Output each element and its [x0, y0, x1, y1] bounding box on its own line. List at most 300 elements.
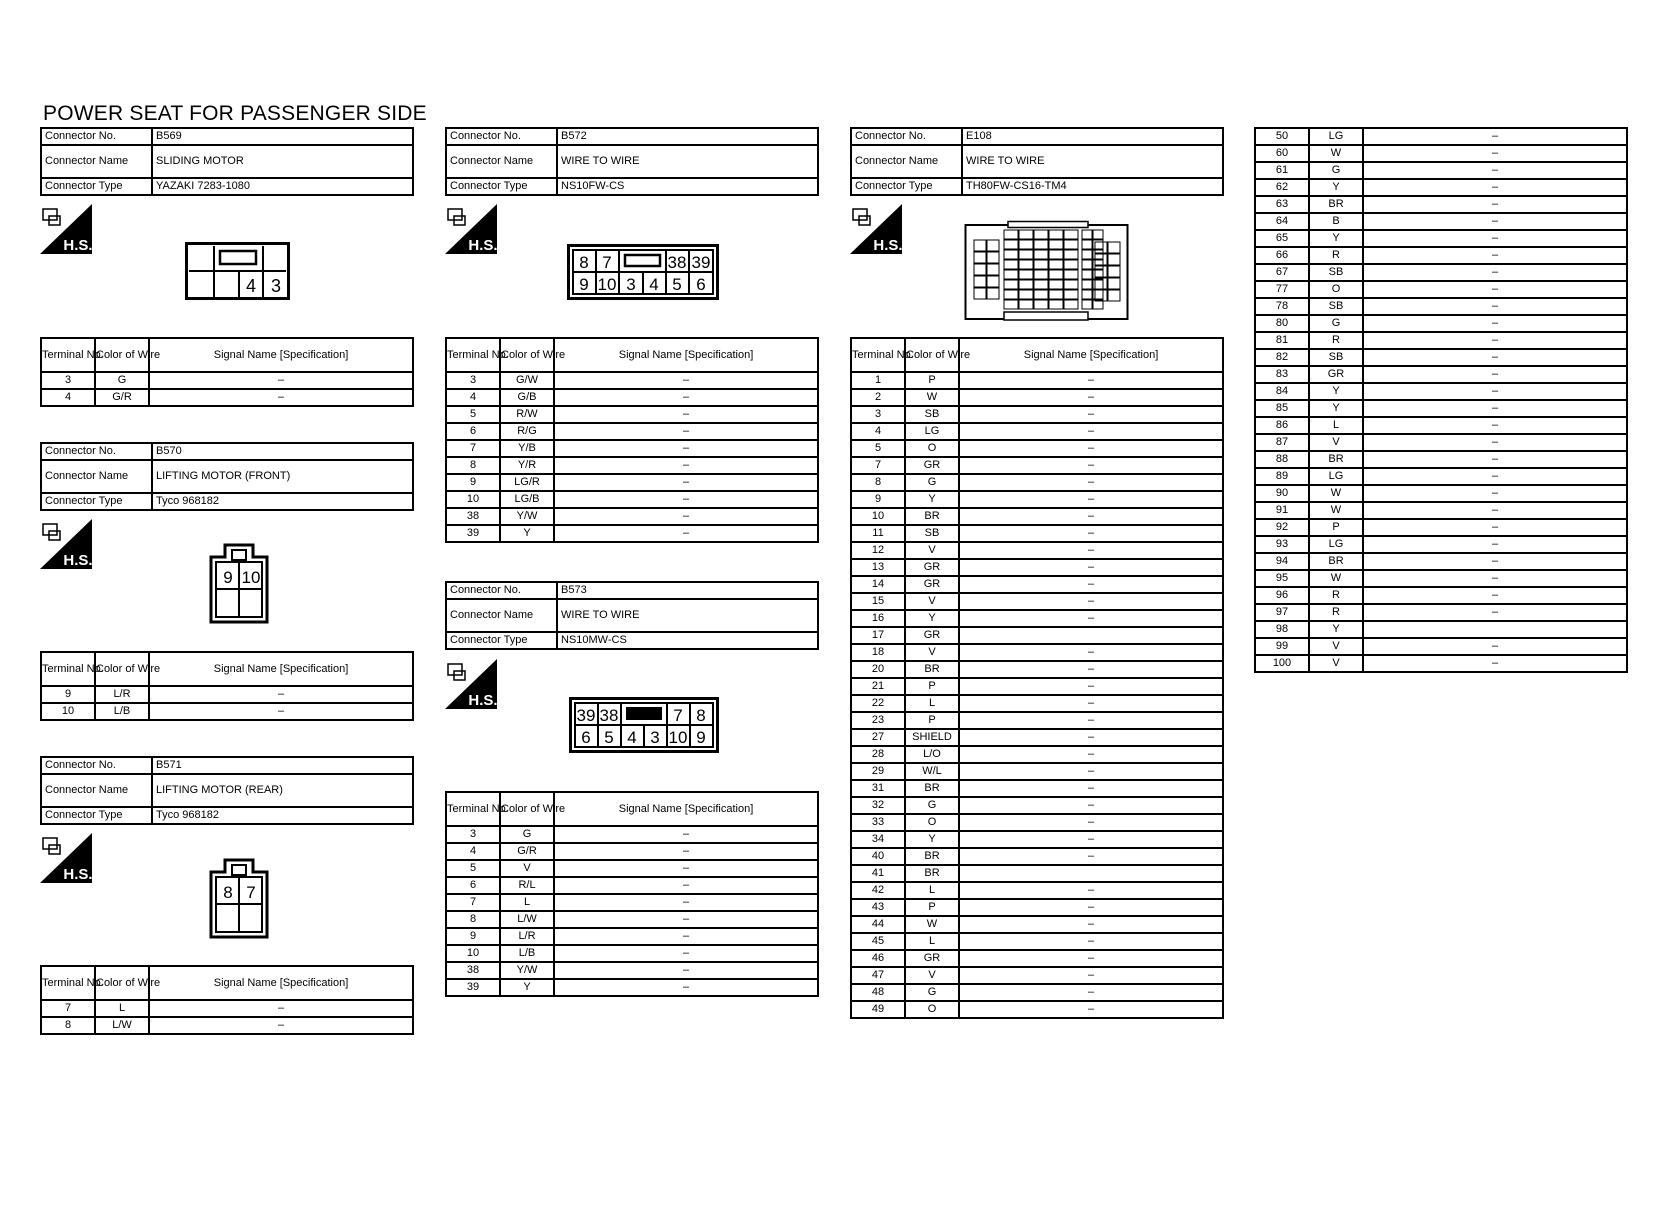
terminal-no-cell: 11 [851, 525, 905, 542]
terminal-no-cell: 80 [1255, 315, 1309, 332]
wire-color-cell: Y [1309, 230, 1363, 247]
signal-name-header: Signal Name [Specification] [959, 338, 1223, 372]
signal-name-cell: – [959, 610, 1223, 627]
signal-name-cell: – [1363, 519, 1627, 536]
table-row [1255, 332, 1627, 349]
signal-name-cell: – [959, 984, 1223, 1001]
signal-name-cell: – [1363, 553, 1627, 570]
connector-type-label: Connector Type [446, 178, 557, 195]
wire-color-cell: W [1309, 145, 1363, 162]
wire-color-cell: P [905, 899, 959, 916]
connector-no-label: Connector No. [41, 128, 152, 145]
terminal-no-cell: 93 [1255, 536, 1309, 553]
cavity [1034, 240, 1048, 249]
connector-type-label: Connector Type [446, 632, 557, 649]
wire-color-cell: R/G [500, 423, 554, 440]
table-row [851, 848, 1223, 865]
connector-name-label: Connector Name [41, 460, 152, 493]
terminal-no-cell: 38 [446, 962, 500, 979]
signal-name-cell: – [554, 423, 818, 440]
terminal-no-cell: 41 [851, 865, 905, 882]
signal-name-cell: – [1363, 451, 1627, 468]
cavity [1019, 280, 1033, 289]
terminal-no-cell: 99 [1255, 638, 1309, 655]
wire-color-cell: L [905, 882, 959, 899]
terminal-no-cell: 9 [446, 474, 500, 491]
terminal-no-cell: 48 [851, 984, 905, 1001]
table-row [41, 389, 413, 406]
connector-no-value: B570 [152, 443, 413, 460]
cavity [987, 288, 999, 299]
signal-name-cell: – [959, 695, 1223, 712]
wire-color-cell: W [1309, 570, 1363, 587]
table-row [1255, 570, 1627, 587]
wire-color-cell: G [905, 984, 959, 1001]
signal-name-cell: – [1363, 213, 1627, 230]
cavity [1019, 290, 1033, 299]
cavity [987, 276, 999, 287]
color-of-wire-header: Color of Wire [95, 966, 149, 1000]
table-row [1255, 162, 1627, 179]
terminal-no-cell: 15 [851, 593, 905, 610]
wire-color-cell: BR [905, 661, 959, 678]
wire-color-cell: GR [905, 950, 959, 967]
wire-color-cell: G/B [500, 389, 554, 406]
wire-color-cell: R [1309, 604, 1363, 621]
wire-color-cell: L/B [500, 945, 554, 962]
signal-name-cell: – [554, 843, 818, 860]
wire-color-cell: SB [1309, 298, 1363, 315]
terminal-no-header: Terminal No. [851, 338, 905, 372]
cavity [1064, 280, 1078, 289]
signal-name-cell: – [959, 678, 1223, 695]
table-row [851, 678, 1223, 695]
signal-name-cell: – [1363, 536, 1627, 553]
signal-name-cell: – [1363, 502, 1627, 519]
wire-color-cell: R/L [500, 877, 554, 894]
wire-color-cell: G [905, 474, 959, 491]
cavity [974, 276, 986, 287]
table-row [1255, 655, 1627, 672]
terminal-no-cell: 9 [41, 686, 95, 703]
color-of-wire-header: Color of Wire [95, 652, 149, 686]
cavity [1019, 240, 1033, 249]
connector-type-label: Connector Type [851, 178, 962, 195]
connector-no-label: Connector No. [446, 128, 557, 145]
table-row [1255, 536, 1627, 553]
terminal-no-cell: 39 [446, 525, 500, 542]
table-row [1255, 468, 1627, 485]
table-row [446, 877, 818, 894]
signal-name-cell: – [959, 406, 1223, 423]
wire-color-cell: W [1309, 485, 1363, 502]
pin-label: 7 [602, 253, 612, 272]
terminal-no-cell: 4 [41, 389, 95, 406]
table-row [851, 576, 1223, 593]
cavity [1004, 280, 1018, 289]
terminal-no-cell: 82 [1255, 349, 1309, 366]
terminal-no-cell: 49 [851, 1001, 905, 1018]
cavity [987, 240, 999, 251]
signal-name-cell: – [149, 1017, 413, 1034]
cavity [1064, 250, 1078, 259]
table-row [446, 406, 818, 423]
cavity [1004, 290, 1018, 299]
terminal-no-header: Terminal No. [446, 792, 500, 826]
cavity [1019, 300, 1033, 309]
wire-color-cell: L [1309, 417, 1363, 434]
table-row [851, 831, 1223, 848]
wire-color-cell: Y [1309, 621, 1363, 638]
terminal-no-cell: 14 [851, 576, 905, 593]
signal-name-cell: – [959, 933, 1223, 950]
terminal-no-cell: 22 [851, 695, 905, 712]
pin-table-b570 [40, 651, 414, 721]
terminal-no-cell: 7 [446, 440, 500, 457]
wire-color-cell: L/W [500, 911, 554, 928]
wire-color-cell: LG [905, 423, 959, 440]
terminal-no-cell: 47 [851, 967, 905, 984]
signal-name-cell: – [1363, 417, 1627, 434]
connector-face-b572 [567, 244, 719, 300]
terminal-no-cell: 43 [851, 899, 905, 916]
signal-name-cell: – [959, 950, 1223, 967]
cavity [1082, 250, 1092, 259]
signal-name-cell: – [1363, 128, 1627, 145]
cavity [1034, 250, 1048, 259]
terminal-no-cell: 21 [851, 678, 905, 695]
pin-label: 4 [245, 276, 257, 296]
pin-table-b572 [445, 337, 819, 543]
terminal-no-cell: 96 [1255, 587, 1309, 604]
terminal-no-cell: 50 [1255, 128, 1309, 145]
signal-name-cell: – [959, 797, 1223, 814]
terminal-no-cell: 10 [446, 945, 500, 962]
table-row [851, 712, 1223, 729]
wire-color-cell: SHIELD [905, 729, 959, 746]
terminal-no-cell: 3 [41, 372, 95, 389]
cavity [1049, 300, 1063, 309]
wire-color-cell: O [905, 814, 959, 831]
table-row [1255, 553, 1627, 570]
terminal-no-cell: 8 [41, 1017, 95, 1034]
terminal-no-cell: 8 [851, 474, 905, 491]
table-row [446, 423, 818, 440]
harness-side-icon [850, 204, 902, 254]
cavity [1064, 260, 1078, 269]
signal-name-cell: – [554, 945, 818, 962]
table-row [851, 457, 1223, 474]
table-row [446, 860, 818, 877]
signal-name-cell [959, 627, 1223, 644]
connector-face-b569 [185, 242, 290, 300]
table-row [41, 1017, 413, 1034]
signal-name-cell: – [1363, 196, 1627, 213]
signal-name-cell: – [959, 763, 1223, 780]
table-row [851, 406, 1223, 423]
pin-label: 8 [696, 706, 706, 725]
connector-no-value: B569 [152, 128, 413, 145]
pin-label: 10 [668, 728, 688, 747]
terminal-no-cell: 10 [41, 703, 95, 720]
terminal-no-cell: 5 [446, 860, 500, 877]
signal-name-cell: – [554, 474, 818, 491]
table-row [41, 686, 413, 703]
cavity [1034, 290, 1048, 299]
table-row [1255, 196, 1627, 213]
cavity [1019, 270, 1033, 279]
pin-table-header [446, 338, 818, 372]
wire-color-cell: BR [905, 865, 959, 882]
table-row [851, 1001, 1223, 1018]
terminal-no-cell: 28 [851, 746, 905, 763]
table-row [851, 627, 1223, 644]
table-row [1255, 502, 1627, 519]
table-row [446, 928, 818, 945]
table-row [1255, 638, 1627, 655]
harness-side-icon [445, 204, 497, 254]
pin-label: 39 [691, 253, 711, 272]
connector-face-b571 [208, 858, 270, 940]
cavity [1004, 240, 1018, 249]
connector-no-value: B571 [152, 757, 413, 774]
terminal-no-cell: 87 [1255, 434, 1309, 451]
pin-label: 7 [246, 883, 256, 902]
cavity [1049, 230, 1063, 239]
wire-color-cell: G [1309, 315, 1363, 332]
page-title: POWER SEAT FOR PASSENGER SIDE [43, 102, 427, 125]
cavity [974, 264, 986, 275]
connector-face-e108 [964, 220, 1129, 327]
table-row [1255, 417, 1627, 434]
wire-color-cell: W [905, 916, 959, 933]
signal-name-cell: – [959, 661, 1223, 678]
table-row [1255, 315, 1627, 332]
signal-name-cell: – [149, 389, 413, 406]
signal-name-cell: – [959, 423, 1223, 440]
connector-face-b573 [569, 697, 719, 753]
wire-color-cell: Y [500, 979, 554, 996]
cavity [1019, 250, 1033, 259]
terminal-no-cell: 7 [851, 457, 905, 474]
table-row [446, 440, 818, 457]
signal-name-cell: – [959, 967, 1223, 984]
terminal-no-cell: 29 [851, 763, 905, 780]
signal-name-header: Signal Name [Specification] [554, 338, 818, 372]
signal-name-cell: – [1363, 349, 1627, 366]
terminal-no-cell: 9 [851, 491, 905, 508]
wire-color-cell: R [1309, 332, 1363, 349]
terminal-no-cell: 83 [1255, 366, 1309, 383]
signal-name-cell: – [959, 576, 1223, 593]
wire-color-cell: G/R [95, 389, 149, 406]
table-row [1255, 179, 1627, 196]
signal-name-cell: – [959, 457, 1223, 474]
signal-name-cell: – [1363, 570, 1627, 587]
terminal-no-cell: 5 [446, 406, 500, 423]
wire-color-cell: LG/R [500, 474, 554, 491]
signal-name-cell: – [1363, 468, 1627, 485]
color-of-wire-header: Color of Wire [95, 338, 149, 372]
wire-color-cell: Y/W [500, 962, 554, 979]
wire-color-cell: BR [1309, 451, 1363, 468]
cavity [1093, 230, 1103, 239]
pin-table-e108 [850, 337, 1224, 1019]
wire-color-cell: V [1309, 434, 1363, 451]
connector-info-b572 [445, 127, 819, 196]
cavity [1004, 260, 1018, 269]
wire-color-cell: GR [1309, 366, 1363, 383]
table-row [41, 703, 413, 720]
signal-name-cell: – [149, 703, 413, 720]
signal-name-cell: – [554, 979, 818, 996]
signal-name-cell: – [959, 542, 1223, 559]
pin-label: 8 [223, 883, 233, 902]
terminal-no-cell: 42 [851, 882, 905, 899]
signal-name-cell: – [554, 860, 818, 877]
cavity [1108, 278, 1120, 289]
connector-type-label: Connector Type [41, 178, 152, 195]
terminal-no-header: Terminal No. [41, 966, 95, 1000]
terminal-no-cell: 86 [1255, 417, 1309, 434]
wire-color-cell: P [905, 712, 959, 729]
terminal-no-cell: 4 [446, 843, 500, 860]
wire-color-cell: G/R [500, 843, 554, 860]
table-row [1255, 451, 1627, 468]
pin-label: 8 [579, 253, 589, 272]
terminal-no-cell: 46 [851, 950, 905, 967]
signal-name-cell: – [554, 877, 818, 894]
wire-color-cell: BR [1309, 553, 1363, 570]
table-row [1255, 349, 1627, 366]
table-row [851, 440, 1223, 457]
signal-name-cell: – [959, 780, 1223, 797]
terminal-no-cell: 61 [1255, 162, 1309, 179]
table-row [1255, 604, 1627, 621]
pin-table-header [41, 338, 413, 372]
table-row [446, 389, 818, 406]
signal-name-cell: – [959, 848, 1223, 865]
terminal-no-cell: 67 [1255, 264, 1309, 281]
signal-name-cell: – [959, 644, 1223, 661]
harness-side-icon [40, 204, 92, 254]
table-row [851, 372, 1223, 389]
terminal-no-cell: 100 [1255, 655, 1309, 672]
harness-side-icon [40, 833, 92, 883]
cavity [1108, 290, 1120, 301]
table-row [851, 474, 1223, 491]
cavity [1019, 230, 1033, 239]
connector-name-value: WIRE TO WIRE [962, 145, 1223, 178]
table-row [446, 979, 818, 996]
hs-label: H.S. [63, 237, 93, 254]
table-row [851, 780, 1223, 797]
table-row [1255, 587, 1627, 604]
terminal-no-cell: 9 [446, 928, 500, 945]
cavity [1095, 266, 1107, 277]
signal-name-cell: – [1363, 383, 1627, 400]
wire-color-cell: V [905, 593, 959, 610]
wire-color-cell: Y [905, 610, 959, 627]
table-row [1255, 128, 1627, 145]
cavity [1082, 260, 1092, 269]
signal-name-cell: – [554, 928, 818, 945]
wire-color-cell: GR [905, 576, 959, 593]
wire-color-cell: W [905, 389, 959, 406]
cavity [1049, 280, 1063, 289]
cavity [1019, 260, 1033, 269]
connector-no-label: Connector No. [446, 582, 557, 599]
pin-table-b571 [40, 965, 414, 1035]
cavity [1064, 240, 1078, 249]
wire-color-cell: V [905, 967, 959, 984]
connector-info-b573 [445, 581, 819, 650]
cavity [1064, 300, 1078, 309]
table-row [851, 525, 1223, 542]
cavity [987, 252, 999, 263]
wire-color-cell: Y/W [500, 508, 554, 525]
wire-color-cell: LG [1309, 536, 1363, 553]
hs-label: H.S. [468, 237, 498, 254]
table-row [446, 945, 818, 962]
pin-table-header [41, 652, 413, 686]
wire-color-cell: Y [1309, 400, 1363, 417]
signal-name-cell: – [1363, 264, 1627, 281]
terminal-no-cell: 27 [851, 729, 905, 746]
terminal-no-cell: 98 [1255, 621, 1309, 638]
signal-name-cell: – [554, 894, 818, 911]
connector-name-label: Connector Name [41, 145, 152, 178]
signal-name-cell: – [1363, 145, 1627, 162]
wire-color-cell: V [500, 860, 554, 877]
wire-color-cell: Y [500, 525, 554, 542]
signal-name-cell: – [554, 491, 818, 508]
wire-color-cell: L [95, 1000, 149, 1017]
wire-color-cell: P [905, 678, 959, 695]
connector-type-value: Tyco 968182 [152, 807, 413, 824]
signal-name-cell: – [959, 1001, 1223, 1018]
hs-label: H.S. [873, 237, 903, 254]
terminal-no-cell: 44 [851, 916, 905, 933]
wire-color-cell: O [1309, 281, 1363, 298]
pin-label: 4 [649, 275, 659, 294]
signal-name-cell: – [959, 899, 1223, 916]
terminal-no-cell: 45 [851, 933, 905, 950]
signal-name-cell: – [1363, 366, 1627, 383]
terminal-no-cell: 2 [851, 389, 905, 406]
table-row [851, 899, 1223, 916]
pin-label: 4 [627, 728, 637, 747]
signal-name-cell: – [1363, 281, 1627, 298]
signal-name-cell: – [554, 372, 818, 389]
wire-color-cell: L/O [905, 746, 959, 763]
signal-name-cell: – [1363, 332, 1627, 349]
signal-name-cell: – [959, 814, 1223, 831]
wire-color-cell: L/B [95, 703, 149, 720]
signal-name-cell: – [554, 525, 818, 542]
table-row [446, 491, 818, 508]
wire-color-cell: GR [905, 457, 959, 474]
terminal-no-cell: 60 [1255, 145, 1309, 162]
cavity [1082, 230, 1092, 239]
terminal-no-cell: 78 [1255, 298, 1309, 315]
table-row [1255, 383, 1627, 400]
table-row [851, 491, 1223, 508]
signal-name-cell: – [1363, 400, 1627, 417]
harness-side-icon [445, 659, 497, 709]
cavity [1004, 250, 1018, 259]
wire-color-cell: L [905, 933, 959, 950]
